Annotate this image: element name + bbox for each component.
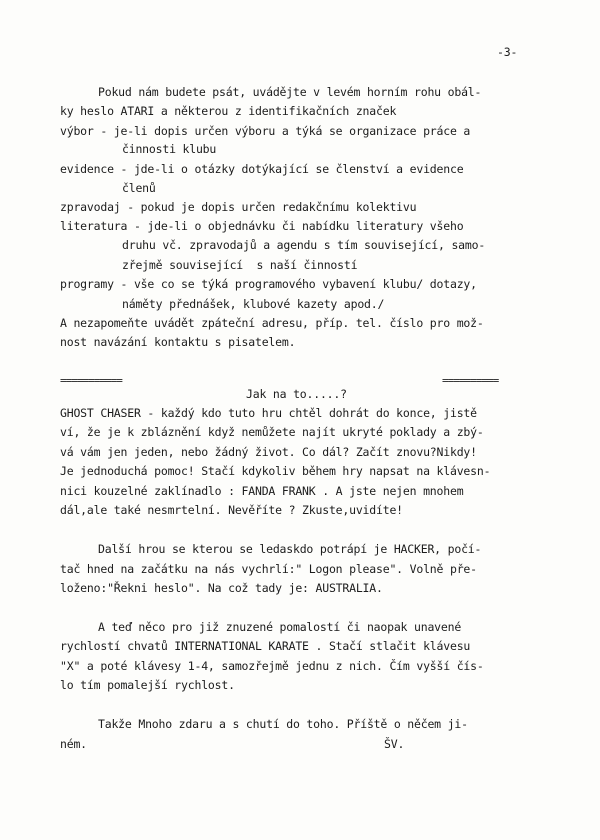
paragraph-line: ví, že je k zbláznění když nemůžete najít ukryté poklady a zbý- <box>60 425 484 439</box>
paragraph-line: Další hrou se kterou se ledaskdo potrápí je HACKER, počí- <box>98 542 482 556</box>
paragraph-line: GHOST CHASER - každý kdo tuto hru chtěl dohrát do konce, jistě <box>60 406 477 420</box>
paragraph-line: nici kouzelné zaklínadlo : FANDA FRANK . A jste nejen mnohem <box>60 484 464 498</box>
paragraph-line: tač hned na začátku na nás vychrlí:" Logon please". Volně pře- <box>60 562 477 576</box>
paragraph-line: Je jednoduchá pomoc! Stačí kdykoliv během hry napsat na klávesn- <box>60 464 491 478</box>
paragraph-line: Takže Mnoho zdaru a s chutí do toho. Příště o něčem ji- <box>98 717 468 731</box>
code-literatura-cont: zřejmě související s naší činností <box>122 258 358 272</box>
intro-line: ky heslo ATARI a některou z identifikačních značek <box>60 104 397 118</box>
code-vybor: výbor - je-li dopis určen výboru a týká se organizace práce a <box>60 124 471 138</box>
paragraph-line: lo tím pomalejší rychlost. <box>60 678 235 692</box>
code-programy: programy - vše co se týká programového vybavení klubu/ dotazy, <box>60 277 477 291</box>
paragraph-line: ném. <box>60 737 87 751</box>
code-evidence-cont: členů <box>122 181 156 195</box>
closing-line: A nezapomeňte uvádět zpáteční adresu, příp. tel. číslo pro mož- <box>60 316 484 330</box>
separator-right: ========== <box>442 374 499 387</box>
paragraph-line: rychlostí chvatů INTERNATIONAL KARATE . Stačí stlačit klávesu <box>60 639 471 653</box>
paragraph-line: loženo:"Řekni heslo". Na což tady je: AUSTRALIA. <box>60 581 383 595</box>
section-title: Jak na to.....? <box>246 387 347 401</box>
paragraph-line: vá vám jen jeden, nebo žádný život. Co dál? Začít znovu?Nikdy! <box>60 445 477 459</box>
code-evidence: evidence - jde-li o otázky dotýkající se členství a evidence <box>60 162 464 176</box>
code-zpravodaj: zpravodaj - pokud je dopis určen redakčnímu kolektivu <box>60 200 417 214</box>
code-programy-cont: náměty přednášek, klubové kazety apod./ <box>122 297 385 311</box>
separator-left: =========== <box>60 374 122 387</box>
code-literatura-cont: druhu vč. zpravodajů a agendu s tím související, samo- <box>122 238 486 252</box>
page-number: -3- <box>497 45 518 59</box>
paragraph-line: dál,ale také nesmrtelní. Nevěříte ? Zkuste,uvidíte! <box>60 503 403 517</box>
code-vybor-cont: činnosti klubu <box>122 142 217 156</box>
paragraph-line: A teď něco pro již znuzené pomalostí či naopak unavené <box>98 620 462 634</box>
code-literatura: literatura - jde-li o objednávku či nabídku literatury všeho <box>60 219 464 233</box>
signature: ŠV. <box>384 737 405 751</box>
intro-line: Pokud nám budete psát, uvádějte v levém horním rohu obál- <box>98 85 482 99</box>
paragraph-line: "X" a poté klávesy 1-4, samozřejmě jednu z nich. Čím vyšší čís- <box>60 659 484 673</box>
closing-line: nost navázání kontaktu s pisatelem. <box>60 335 296 349</box>
